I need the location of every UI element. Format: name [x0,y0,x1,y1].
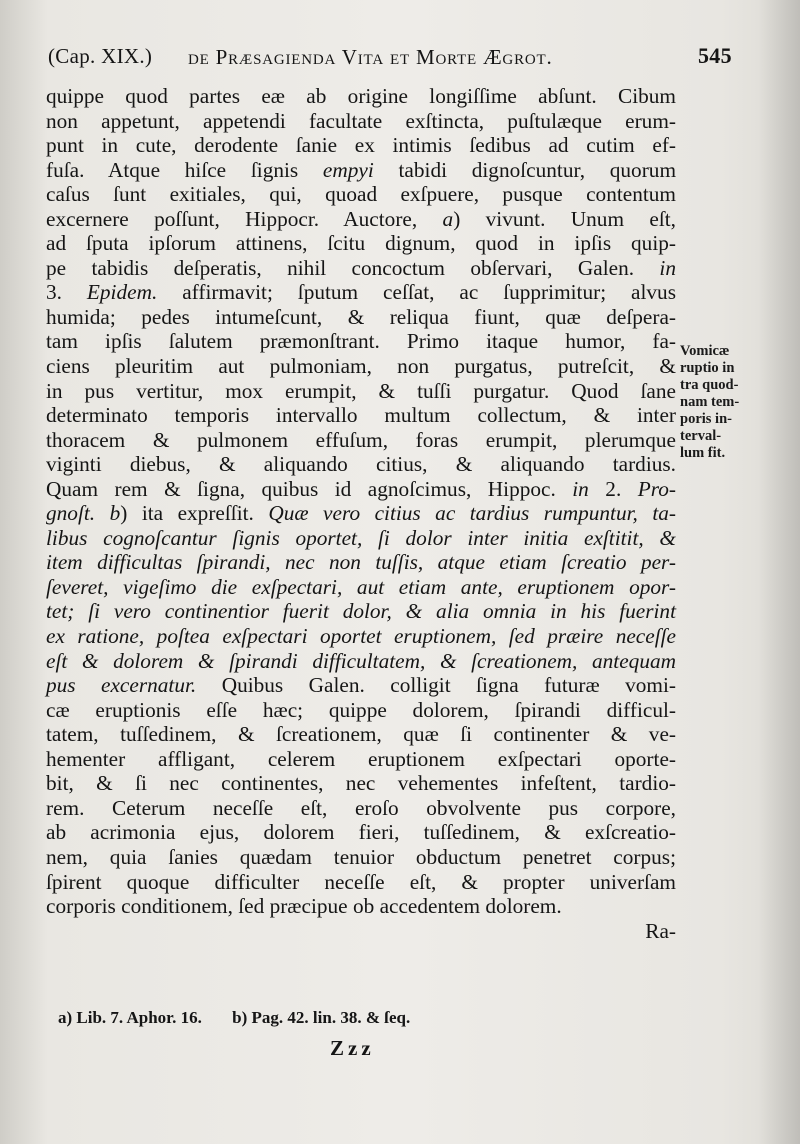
text-segment: excernere poſſunt, Hippocr. Auctore, [46,206,443,231]
text-line [46,109,676,134]
text-line [46,379,676,404]
text-line [46,624,676,649]
body-text [46,84,676,943]
footnotes [58,1008,658,1028]
text-segment: rem. Ceterum neceſſe eſt, eroſo obvolvente pus corpore, [46,795,676,820]
text-line [46,133,676,158]
text-segment: tam ipſis ſalutem præmonſtrant. Primo itaque humor, fa- [46,329,676,354]
margin-note-line: lum fit. [680,445,726,461]
text-line [46,575,676,600]
text-segment: ciens pleuritim aut pulmoniam, non purgatus, putreſcit, & [46,354,676,379]
italic-text: Quæ vero citius ac tardius rumpuntur, ta- [268,501,677,526]
text-line [46,845,676,870]
text-segment: fuſa. Atque hiſce ſignis [46,157,323,182]
text-segment: quippe quod partes eæ ab origine longiſſime abſunt. Cibum [46,84,676,108]
text-line [46,649,676,674]
text-segment: punt in cute, derodente ſanie ex intimis ſedibus ad cutim ef- [46,133,676,158]
text-segment: 2. [588,476,638,501]
printer-signature: Zzz [330,1036,375,1060]
text-line [46,501,676,526]
text-line [46,477,676,502]
text-line [46,452,676,477]
text-segment: corporis conditionem, ſed præcipue ob accedentem dolorem. [46,894,562,919]
text-line [46,354,676,379]
text-segment: pe tabidis deſperatis, nihil concoctum obſervari, Galen. [46,255,660,280]
text-segment: in pus vertitur, mox erumpit, & tuſſi purgatur. Quod ſane [46,378,676,403]
text-line [46,280,676,305]
margin-note [680,343,766,462]
italic-text: a [442,206,454,231]
text-segment: determinato temporis intervallo multum collectum, & inter [46,403,676,428]
text-line [46,256,676,281]
margin-note-line: terval- [680,428,722,444]
margin-note-line: Vomicæ [680,343,730,359]
text-segment: caſus ſunt exitiales, qui, quoad exſpuere, pusque contentum [46,182,676,207]
italic-text: Pro- [637,476,676,501]
margin-note-line: poris in- [680,411,732,427]
text-segment: viginti diebus, & aliquando citius, & aliquando tardius. [46,452,676,477]
text-line [46,84,676,109]
italic-text: empyi [322,157,374,182]
text-line [46,722,676,747]
italic-text: in [659,255,676,280]
text-segment: Ra- [645,918,676,943]
text-line [46,550,676,575]
italic-text: in [572,476,589,501]
text-segment: thoracem & pulmonem effuſum, foras erumpit, plerumque [46,427,676,452]
text-line [46,919,676,944]
text-line [46,305,676,330]
text-segment: tatem, tuſſedinem, & ſcreationem, quæ ſi continenter & ve- [46,722,676,747]
italic-text: eſt & dolorem & ſpirandi difficultatem, & ſcreationem, antequam [46,648,676,673]
text-segment: bit, & ſi nec continentes, nec vehementes infeſtent, tardio- [46,771,676,796]
italic-text: Epidem. [86,280,158,305]
text-segment: non appetunt, appetendi facultate exſtincta, puſtulæque erum- [46,108,676,133]
text-segment: hementer affligant, celerem eruptionem exſpectari oporte- [46,746,676,771]
text-line [46,207,676,232]
text-line [46,182,676,207]
margin-note-line: nam tem- [680,394,740,410]
chapter-label: (Cap. XIX.) [48,44,153,68]
footnote-b: b) Pag. 42. lin. 38. & ſeq. [232,1008,411,1027]
italic-text: item difficultas ſpirandi, nec non tuſſis, atque etiam ſcreatio per- [46,550,676,575]
running-title: de Præsagienda Vita et Morte Ægrot. [188,45,553,69]
text-segment: tabidi dignoſcuntur, quorum [373,157,677,182]
footnote-a: a) Lib. 7. Aphor. 16. [58,1008,202,1027]
text-line [46,698,676,723]
text-line [46,870,676,895]
text-segment: ) ita expreſſit. [120,501,269,526]
italic-text: b [109,501,121,526]
text-segment: ab acrimonia ejus, dolorem fieri, tuſſedinem, & exſcreatio- [46,820,676,845]
text-segment: Quibus Galen. colligit ſigna futuræ vomi- [196,673,677,698]
text-segment: humida; pedes intumeſcunt, & reliqua fiunt, quæ deſpera- [46,304,676,329]
italic-text: ſeveret, vigeſimo die exſpectari, aut etiam ante, eruptionem opor- [46,574,676,599]
text-line [46,747,676,772]
running-header [48,44,768,80]
text-line [46,796,676,821]
text-line [46,403,676,428]
text-line [46,894,676,919]
text-segment [95,501,109,525]
text-segment: 3. [46,280,87,305]
italic-text: gnoſt. [46,501,96,526]
facing-page-bleed [758,0,800,1144]
text-segment: Quam rem & ſigna, quibus id agnoſcimus, Hippoc. [46,476,573,501]
text-segment: ad ſputa ipſorum attinens, ſcitu dignum, quod in ipſis quip- [46,231,676,256]
text-segment: nem, quia ſanies quædam tenuior obductum penetret corpus; [46,844,676,869]
italic-text: pus excernatur. [46,673,197,698]
margin-note-line: tra quod- [680,377,739,393]
text-segment: cæ eruptionis eſſe hæc; quippe dolorem, ſpirandi difficul- [46,697,676,722]
italic-text: ex ratione, poſtea exſpectari oportet eruptionem, ſed præire neceſſe [46,624,676,649]
text-line [46,820,676,845]
text-line [46,771,676,796]
text-segment: ſpirent quoque difficulter neceſſe eſt, & propter univerſam [46,869,676,894]
text-line [46,673,676,698]
text-line [46,428,676,453]
text-line [46,231,676,256]
text-segment: ) vivunt. Unum eſt, [453,206,676,231]
page-number: 545 [698,43,732,68]
text-line [46,158,676,183]
italic-text: libus cognoſcantur ſignis oportet, ſi dolor inter initia exſtitit, & [46,525,676,550]
italic-text: tet; ſi vero continentior fuerit dolor, & alia omnia in his fuerint [46,599,676,624]
margin-note-line: ruptio in [680,360,735,376]
text-line [46,329,676,354]
text-line [46,599,676,624]
text-line [46,526,676,551]
text-segment: affirmavit; ſputum ceſſat, ac ſupprimitur; alvus [157,280,676,305]
